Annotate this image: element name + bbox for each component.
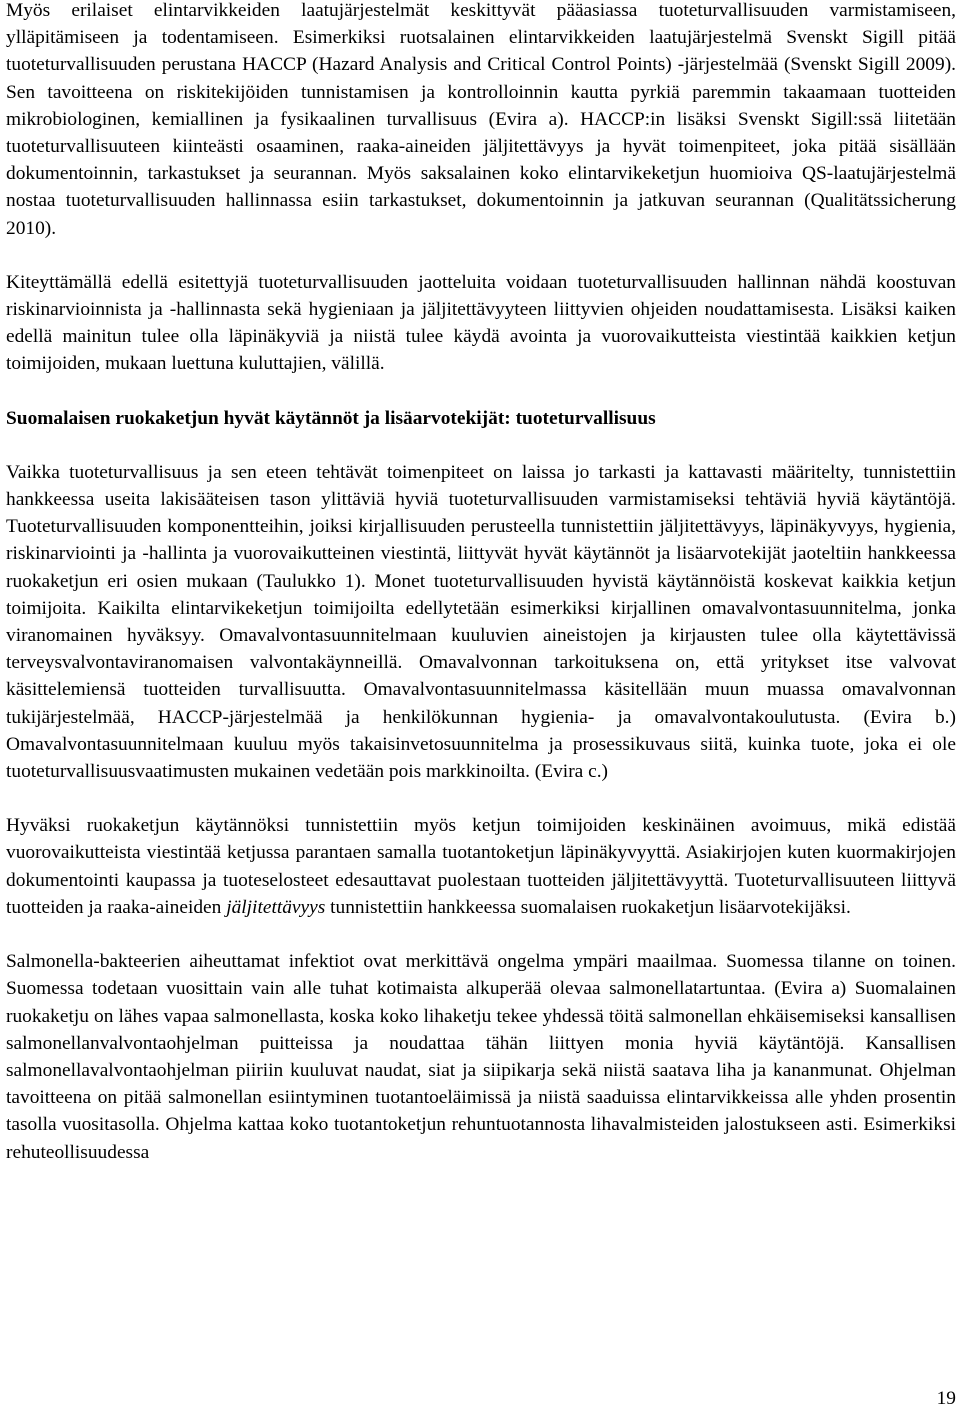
paragraph-summary: Kiteyttämällä edellä esitettyjä tuoteturvallisuuden jaotteluita voidaan tuoteturvallisuuden hallinnan nähdä koostuvan riskinarvioinnista ja -hallinnasta sekä hygieniaan ja jäljitettävyyteen liittyvien ohjeiden noudattamisesta. Lisäksi kaiken edellä mainitun tulee olla läpinäkyviä ja niistä tulee käydä avointa ja vuorovaikutteista viestintää kaikkien ketjun toimijoiden, mukaan luettuna kuluttajien, välillä. [6,271,956,375]
document-page [6,0,956,1166]
paragraph-openness-text-start: Hyväksi ruokaketjun käytännöksi tunnistettiin myös ketjun toimijoiden keskinäinen avoimuus, mikä edistää vuorovaikutteista viestintää ketjussa parantaen samalla tuotantoketjun läpinäkyvyyttä. Asiakirjojen kuten kuormakirjojen dokumentointi kaupassa ja tuoteselosteet edesauttavat puolestaan tuotteiden jäljitettävyyttä. Tuoteturvallisuuteen liittyvä tuotteiden ja raaka-aineiden [6,815,956,918]
paragraph-good-practices: Vaikka tuoteturvallisuus ja sen eteen tehtävät toimenpiteet on laissa jo tarkasti ja kattavasti määritelty, tunnistettiin hankkeessa useita lakisääteisen tason ylittäviä hyviä tuoteturvallisuuden varmistamiseksi tehtäviä hyviä käytäntöjä. Tuoteturvallisuuden komponentteihin, joiksi kirjallisuuden perusteella tunnistettiin jäljitettävyys, läpinäkyvyys, hygienia, riskinarviointi ja -hallinta ja vuorovaikutteinen viestintä, liittyvät hyvät käytännöt ja lisäarvotekijät jaoteltiin hankkeessa ruokaketjun eri osien mukaan (Taulukko 1). Monet tuoteturvallisuuden hyvistä käytännöistä koskevat kaikkia ketjun toimijoita. Kaikilta elintarvikeketjun toimijoilta edellytetään esimerkiksi kirjallinen omavalvontasuunnitelma, jonka viranomainen hyväksyy. Omavalvontasuunnitelmaan kuuluvien aineistojen ja kirjausten tulee olla käytettävissä terveysvalvontaviranomaisen valvontakäynneillä. Omavalvonnan tarkoituksena on, että yritykset itse valvovat käsittelemiensä tuotteiden turvallisuutta. Omavalvontasuunnitelmassa käsitellään muun muassa omavalvonnan tukijärjestelmää, HACCP-järjestelmää ja henkilökunnan hygienia- ja omavalvontakoulutusta. (Evira b.) Omavalvontasuunnitelmaan kuuluu myös takaisinvetosuunnitelma ja prosessikuvaus siitä, kuinka tuote, joka ei ole tuoteturvallisuusvaatimusten mukainen vedetään pois markkinoilta. (Evira c.) [6,461,956,783]
paragraph-quality-systems: Myös erilaiset elintarvikkeiden laatujärjestelmät keskittyvät pääasiassa tuoteturvallisuuden varmistamiseen, ylläpitämiseen ja todentamiseen. Esimerkiksi ruotsalainen elintarvikkeiden laatujärjestelmä Svenskt Sigill pitää tuoteturvallisuuden perustana HACCP (Hazard Analysis and Critical Control Points) -järjestelmää (Svenskt Sigill 2009). Sen tavoitteena on riskitekijöiden tunnistamisen ja kontrolloinnin kautta pyrkiä paremmin takaamaan tuotteiden mikrobiologinen, kemiallinen ja fysikaalinen turvallisuus (Evira a). HACCP:in lisäksi Svenskt Sigill:ssä liitetään tuoteturvallisuuteen kiinteästi osaaminen, raaka-aineiden jäljitettävyys ja hyvät toimenpiteet, joka pitää sisällään dokumentoinnin, tarkastukset ja seurannan. Myös saksalainen koko elintarvikeketjun huomioiva QS-laatujärjestelmä nostaa tuoteturvallisuuden hallinnassa esiin tarkastukset, dokumentoinnin ja jatkuvan seurannan (Qualitätssicherung 2010). [6,0,956,239]
section-heading: Suomalaisen ruokaketjun hyvät käytännöt ja lisäarvotekijät: tuoteturvallisuus [6,407,656,429]
page-number: 19 [936,1388,956,1409]
paragraph-openness-text-end: tunnistettiin hankkeessa suomalaisen ruokaketjun lisäarvotekijäksi. [325,896,851,918]
italic-term-traceability: jäljitettävyys [226,896,326,918]
paragraph-salmonella: Salmonella-bakteerien aiheuttamat infektiot ovat merkittävä ongelma ympäri maailmaa. Suomessa tilanne on toinen. Suomessa todetaan vuosittain vain alle tuhat kotimaista alkuperää olevaa salmonellatartuntaa. (Evira a) Suomalainen ruokaketju on lähes vapaa salmonellasta, koska koko lihaketju tekee yhdessä töitä salmonellan ehkäisemiseksi kansallisen salmonellanvalvontaohjelman puitteissa ja noudattaa tähän liittyen monia hyviä käytäntöjä. Kansallisen salmonellavalvontaohjelman piiriin kuuluvat naudat, siat ja siipikarja sekä niistä saatava liha ja kananmunat. Ohjelman tavoitteena on pitää salmonellan esiintyminen tuotantoeläimissä ja niistä saaduissa elintarvikkeissa alle yhden prosentin tasolla vuositasolla. Ohjelma kattaa koko tuotantoketjun rehuntuotannosta lihavalmisteiden jalostukseen asti. Esimerkiksi rehuteollisuudessa [6,951,956,1163]
paragraph-openness [6,812,956,921]
